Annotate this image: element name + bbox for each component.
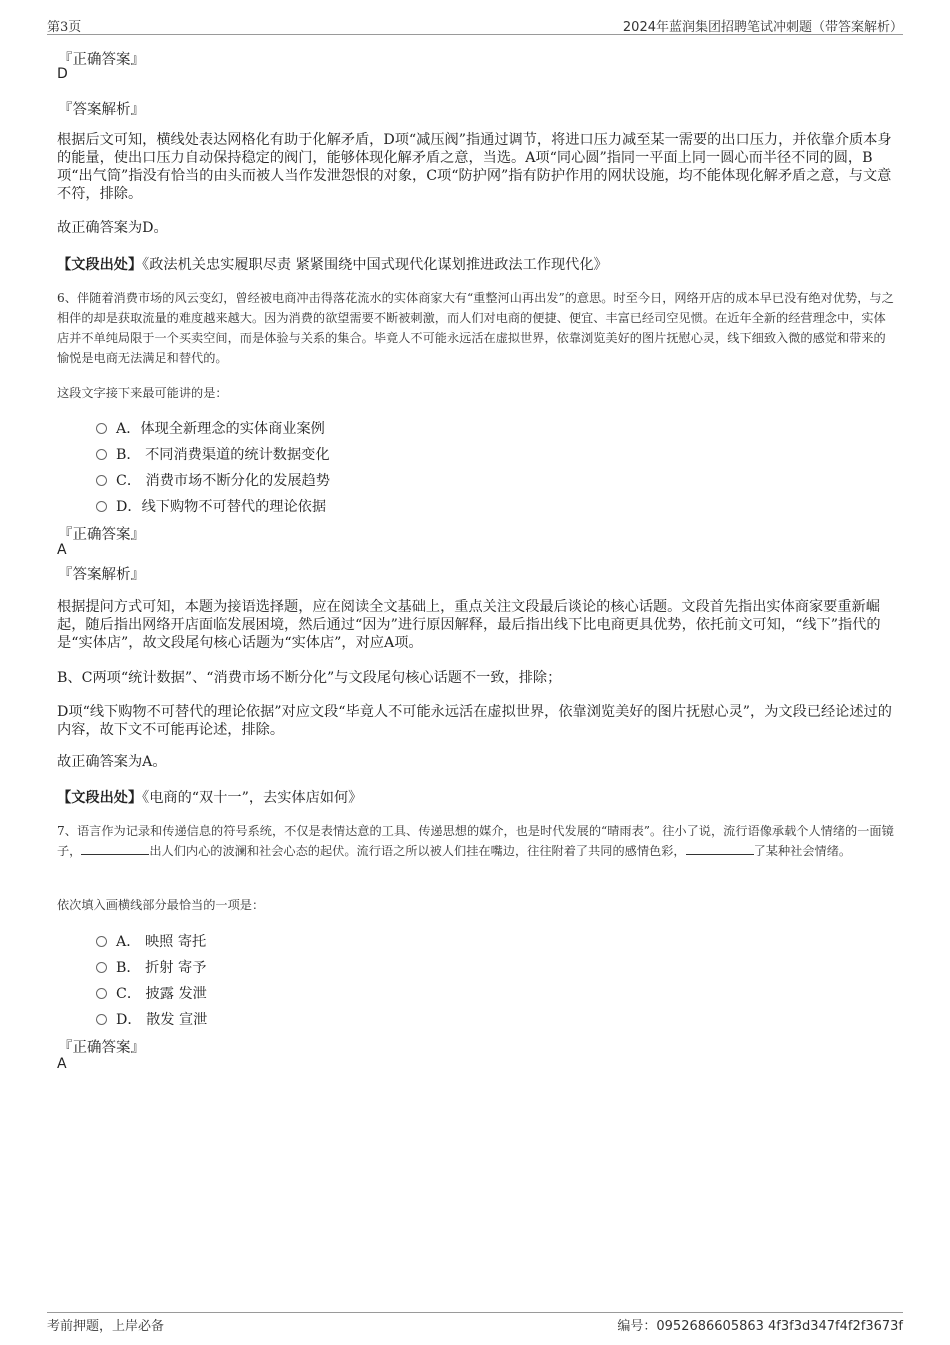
analysis-conclusion: 故正确答案为D。 [57, 220, 168, 236]
correct-answer-value: A [57, 1056, 67, 1072]
page-number: 第3页 [47, 20, 82, 35]
option-b[interactable]: B． 不同消费渠道的统计数据变化 [96, 444, 330, 464]
analysis-label: 『答案解析』 [58, 567, 145, 583]
source-line [57, 254, 608, 274]
fill-blank [81, 841, 149, 855]
radio-icon[interactable] [96, 423, 107, 434]
correct-answer-value: D [57, 66, 68, 82]
correct-answer-label: 『正确答案』 [58, 1040, 145, 1056]
question-stem: 7、语言作为记录和传递信息的符号系统，不仅是表情达意的工具、传递思想的媒介，也是时代发展的“晴雨表”。往小了说，流行语像承载个人情绪的一面镜子， 出人们内心的波澜和社会心态的起伏。流行语之所以被人们挂在嘴边，往往附着了共同的感情色彩， 了某种社会情绪。 [57, 824, 894, 858]
source-text: 《电商的“双十一”，去实体店如何》 [142, 790, 363, 806]
analysis-paragraph: 根据后文可知，横线处表达网格化有助于化解矛盾，D项“减压阀”指通过调节，将进口压力减至某一需要的出口压力，并依靠介质本身的能量，使出口压力自动保持稳定的阀门，能够体现化解矛盾之意，当选。A项“同心圆”指同一平面上同一圆心而半径不同的圆，B项“出气筒”指没有恰当的由头而被人当作发泄怨恨的对象，C项“防护网”指有防护作用的网状设施，均不能体现化解矛盾之意，与文意不符，排除。 [57, 132, 892, 202]
option-c[interactable]: C． 消费市场不断分化的发展趋势 [96, 470, 330, 490]
source-label: 【文段出处】 [57, 790, 143, 806]
fill-blank [686, 841, 754, 855]
source-label: 【文段出处】 [57, 257, 143, 273]
footer-serial: 编号：0952686605863 4f3f3d347f4f2f3673f [617, 1319, 903, 1334]
radio-icon[interactable] [96, 936, 107, 947]
analysis-paragraph: B、C两项“统计数据”、“消费市场不断分化”与文段尾句核心话题不一致，排除； [57, 670, 562, 686]
analysis-conclusion: 故正确答案为A。 [57, 754, 167, 770]
analysis-label: 『答案解析』 [58, 102, 145, 118]
document-title: 2024年蓝润集团招聘笔试冲刺题（带答案解析） [622, 20, 903, 35]
question-stem: 6、伴随着消费市场的风云变幻，曾经被电商冲击得落花流水的实体商家大有“重整河山再出发”的意思。时至今日，网络开店的成本早已没有绝对优势，与之相伴的却是获取流量的难度越来越大。因为消费的欲望需要不断被刺激，而人们对电商的便捷、便宜、丰富已经司空见惯。在近年全新的经营理念中，实体店并不单纯局限于一个买卖空间，而是体验与关系的集合。毕竟人不可能永远活在虚拟世界，依靠浏览美好的图片抚慰心灵，线下细致入微的感觉和带来的愉悦是电商无法满足和替代的。 [57, 291, 894, 365]
correct-answer-label: 『正确答案』 [58, 527, 145, 543]
radio-icon[interactable] [96, 449, 107, 460]
radio-icon[interactable] [96, 962, 107, 973]
option-d[interactable]: D．线下购物不可替代的理论依据 [96, 496, 326, 516]
correct-answer-value: A [57, 542, 67, 558]
correct-answer-label: 『正确答案』 [58, 52, 145, 68]
analysis-paragraph: D项“线下购物不可替代的理论依据”对应文段“毕竟人不可能永远活在虚拟世界，依靠浏览美好的图片抚慰心灵”，为文段已经论述过的内容，故下文不可能再论述，排除。 [57, 704, 892, 738]
source-text: 《政法机关忠实履职尽责 紧紧围绕中国式现代化谋划推进政法工作现代化》 [142, 257, 608, 273]
option-b[interactable]: B． 折射 寄予 [96, 957, 206, 977]
page-footer [47, 1312, 903, 1333]
question-ask: 依次填入画横线部分最恰当的一项是： [57, 898, 265, 912]
radio-icon[interactable] [96, 988, 107, 999]
radio-icon[interactable] [96, 501, 107, 512]
radio-icon[interactable] [96, 475, 107, 486]
option-a[interactable]: A． 映照 寄托 [96, 931, 206, 951]
option-c[interactable]: C． 披露 发泄 [96, 983, 207, 1003]
option-a[interactable]: A．体现全新理念的实体商业案例 [96, 418, 325, 438]
question-ask: 这段文字接下来最可能讲的是： [57, 386, 228, 400]
footer-slogan: 考前押题，上岸必备 [47, 1319, 165, 1334]
source-line [57, 787, 362, 807]
page-header [47, 14, 903, 35]
option-d[interactable]: D． 散发 宣泄 [96, 1009, 207, 1029]
radio-icon[interactable] [96, 1014, 107, 1025]
analysis-paragraph: 根据提问方式可知，本题为接语选择题，应在阅读全文基础上，重点关注文段最后谈论的核心话题。文段首先指出实体商家要重新崛起，随后指出网络开店面临发展困境，然后通过“因为”进行原因解释，最后指出线下比电商更具优势，依托前文可知，“线下”指代的是“实体店”，故文段尾句核心话题为“实体店”，对应A项。 [57, 599, 881, 651]
